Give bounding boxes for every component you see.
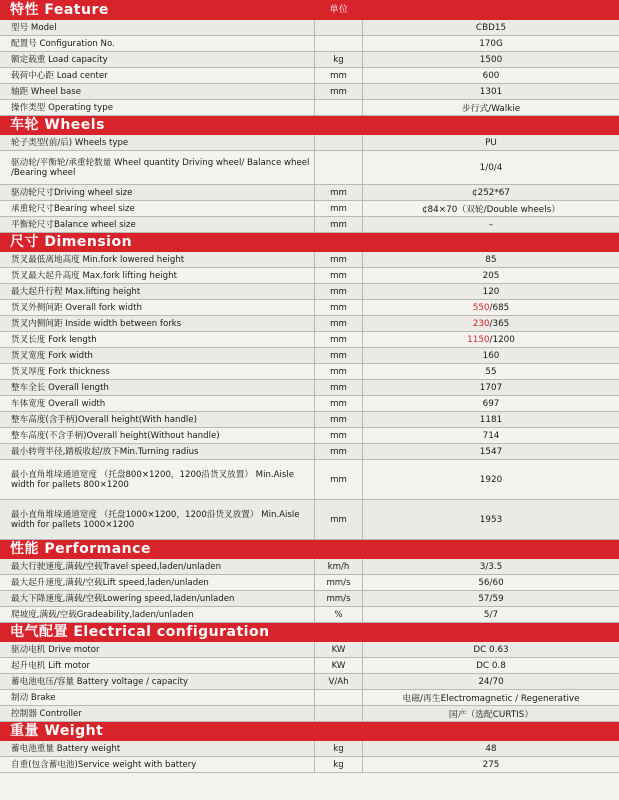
param-label: 驱动轮尺寸Driving wheel size bbox=[0, 185, 315, 200]
spec-row-operating-type bbox=[0, 100, 619, 116]
param-label: 平衡轮尺寸Balance wheel size bbox=[0, 217, 315, 232]
spec-row-aisle-width-1000 bbox=[0, 500, 619, 540]
param-label: 蓄电池重量 Battery weight bbox=[0, 741, 315, 756]
section-dimension bbox=[0, 233, 619, 540]
value-cell: 1920 bbox=[479, 474, 503, 485]
value-cell: 步行式/Walkie bbox=[461, 104, 521, 114]
param-label: 驱动轮/平衡轮/承重轮数量 Wheel quantity Driving wheel/ Balance wheel /Bearing wheel bbox=[0, 151, 315, 184]
param-label: 车体宽度 Overall width bbox=[0, 396, 315, 411]
value-cell: – bbox=[488, 219, 494, 230]
section-weight bbox=[0, 722, 619, 773]
section-title: 车轮 Wheels bbox=[10, 117, 105, 133]
unit-cell: mm/s bbox=[315, 591, 363, 606]
section-header-electrical bbox=[0, 623, 619, 642]
value-cell: 1181 bbox=[479, 414, 503, 425]
value-cell: 1500 bbox=[479, 54, 503, 65]
value-cell: 714 bbox=[482, 430, 500, 441]
highlight-value: 550 bbox=[472, 302, 490, 313]
spec-row-load-center bbox=[0, 68, 619, 84]
value-cell: ¢252*67 bbox=[472, 187, 510, 198]
value-cell: 697 bbox=[482, 398, 500, 409]
section-title: 电气配置 Electrical configuration bbox=[10, 624, 270, 640]
value-cell: 1953 bbox=[479, 514, 503, 525]
spec-row-balance-wheel-size bbox=[0, 217, 619, 233]
value-cell: CBD15 bbox=[475, 22, 507, 33]
spec-row-travel-speed bbox=[0, 559, 619, 575]
unit-cell bbox=[315, 151, 363, 184]
param-label: 轮子类型(前/后) Wheels type bbox=[0, 135, 315, 150]
param-label: 驱动电机 Drive motor bbox=[0, 642, 315, 657]
spec-row-aisle-width-800 bbox=[0, 460, 619, 500]
value-cell: 1707 bbox=[479, 382, 503, 393]
unit-cell: mm/s bbox=[315, 575, 363, 590]
spec-row-height-without-handle bbox=[0, 428, 619, 444]
unit-cell: mm bbox=[315, 396, 363, 411]
spec-row-configuration bbox=[0, 36, 619, 52]
value-cell: PU bbox=[485, 137, 497, 148]
spec-row-lift-motor bbox=[0, 658, 619, 674]
section-header-weight bbox=[0, 722, 619, 741]
unit-cell: KW bbox=[315, 658, 363, 673]
spec-row-turning-radius bbox=[0, 444, 619, 460]
param-label: 最小转弯半径,踏板收起/放下Min.Turning radius bbox=[0, 444, 315, 459]
unit-cell: mm bbox=[315, 252, 363, 267]
unit-cell: mm bbox=[315, 284, 363, 299]
value-rest: /1200 bbox=[489, 334, 515, 345]
spec-row-max-fork-height bbox=[0, 268, 619, 284]
unit-cell: mm bbox=[315, 201, 363, 216]
unit-cell: mm bbox=[315, 268, 363, 283]
value-cell: 56/60 bbox=[478, 577, 504, 588]
value-cell: 600 bbox=[482, 70, 500, 81]
value-cell bbox=[363, 300, 619, 315]
param-label: 货叉最大起升高度 Max.fork lifting height bbox=[0, 268, 315, 283]
spec-row-inside-fork-width bbox=[0, 316, 619, 332]
param-label: 控制器 Controller bbox=[0, 706, 315, 721]
value-cell: 170G bbox=[479, 38, 503, 49]
param-label: 整车高度(含手柄)Overall height(With handle) bbox=[0, 412, 315, 427]
section-title: 尺寸 Dimension bbox=[10, 234, 133, 250]
unit-cell bbox=[315, 20, 363, 35]
spec-row-wheel-base bbox=[0, 84, 619, 100]
param-label: 最小直角堆垛通道宽度 （托盘1000×1200，1200沿货叉放置） Min.Aisle width for pallets 1000×1200 bbox=[0, 500, 315, 539]
value-cell: 3/3.5 bbox=[479, 561, 503, 572]
param-label: 起升电机 Lift motor bbox=[0, 658, 315, 673]
spec-row-fork-width bbox=[0, 348, 619, 364]
param-label: 承重轮尺寸Bearing wheel size bbox=[0, 201, 315, 216]
spec-row-min-fork-height bbox=[0, 252, 619, 268]
section-title: 特性 Feature bbox=[10, 2, 109, 18]
highlight-value: 230 bbox=[472, 318, 490, 329]
param-label: 货叉宽度 Fork width bbox=[0, 348, 315, 363]
spec-row-model bbox=[0, 20, 619, 36]
section-title: 重量 Weight bbox=[10, 723, 104, 739]
param-label: 货叉外侧间距 Overall fork width bbox=[0, 300, 315, 315]
value-cell: 55 bbox=[485, 366, 497, 377]
unit-column-header: 单位 bbox=[329, 5, 349, 15]
unit-cell: mm bbox=[315, 217, 363, 232]
param-label: 自重(包含蓄电池)Service weight with battery bbox=[0, 757, 315, 772]
spec-row-controller bbox=[0, 706, 619, 722]
section-performance bbox=[0, 540, 619, 623]
param-label: 制动 Brake bbox=[0, 690, 315, 705]
value-cell: 国产（选配CURTIS） bbox=[448, 710, 534, 720]
spec-row-drive-motor bbox=[0, 642, 619, 658]
value-cell: 24/70 bbox=[478, 676, 504, 687]
unit-cell: mm bbox=[315, 364, 363, 379]
param-label: 整车全长 Overall length bbox=[0, 380, 315, 395]
value-cell: 1/0/4 bbox=[479, 162, 503, 173]
spec-row-overall-width bbox=[0, 396, 619, 412]
spec-row-gradeability bbox=[0, 607, 619, 623]
unit-cell: mm bbox=[315, 380, 363, 395]
param-label: 最小直角堆垛通道宽度 （托盘800×1200，1200沿货叉放置） Min.Aisle width for pallets 800×1200 bbox=[0, 460, 315, 499]
unit-cell: KW bbox=[315, 642, 363, 657]
spec-row-fork-thickness bbox=[0, 364, 619, 380]
param-label: 爬坡度,满载/空载Gradeability,laden/unladen bbox=[0, 607, 315, 622]
unit-cell bbox=[315, 36, 363, 51]
param-label: 型号 Model bbox=[0, 20, 315, 35]
spec-row-bearing-wheel-size bbox=[0, 201, 619, 217]
section-header-dimension bbox=[0, 233, 619, 252]
param-label: 操作类型 Operating type bbox=[0, 100, 315, 115]
spec-row-wheels-type bbox=[0, 135, 619, 151]
unit-cell: km/h bbox=[315, 559, 363, 574]
section-wheels bbox=[0, 116, 619, 233]
unit-cell: % bbox=[315, 607, 363, 622]
spec-row-height-with-handle bbox=[0, 412, 619, 428]
unit-cell: mm bbox=[315, 428, 363, 443]
param-label: 货叉厚度 Fork thickness bbox=[0, 364, 315, 379]
spec-row-brake bbox=[0, 690, 619, 706]
param-label: 蓄电池电压/容量 Battery voltage / capacity bbox=[0, 674, 315, 689]
unit-cell: kg bbox=[315, 741, 363, 756]
value-cell: ¢84×70（双轮/Double wheels） bbox=[421, 205, 561, 215]
spec-row-lift-speed bbox=[0, 575, 619, 591]
value-rest: /685 bbox=[489, 302, 510, 313]
unit-cell bbox=[315, 706, 363, 721]
spec-row-service-weight bbox=[0, 757, 619, 773]
value-cell: DC 0.63 bbox=[473, 644, 509, 655]
value-cell: 48 bbox=[485, 743, 497, 754]
unit-cell bbox=[315, 100, 363, 115]
section-header-performance bbox=[0, 540, 619, 559]
unit-cell: mm bbox=[315, 84, 363, 99]
spec-row-driving-wheel-size bbox=[0, 185, 619, 201]
unit-cell bbox=[315, 135, 363, 150]
unit-cell: mm bbox=[315, 500, 363, 539]
spec-row-fork-length bbox=[0, 332, 619, 348]
value-cell: 85 bbox=[485, 254, 497, 265]
unit-cell: mm bbox=[315, 460, 363, 499]
section-title: 性能 Performance bbox=[10, 541, 151, 557]
unit-cell bbox=[315, 690, 363, 705]
unit-cell: mm bbox=[315, 348, 363, 363]
unit-cell: V/Ah bbox=[315, 674, 363, 689]
value-cell: 57/59 bbox=[478, 593, 504, 604]
param-label: 配置号 Configuration No. bbox=[0, 36, 315, 51]
unit-cell: kg bbox=[315, 757, 363, 772]
unit-cell: mm bbox=[315, 300, 363, 315]
value-cell bbox=[363, 316, 619, 331]
unit-cell: mm bbox=[315, 412, 363, 427]
param-label: 额定载重 Load capacity bbox=[0, 52, 315, 67]
value-cell: 275 bbox=[482, 759, 500, 770]
value-rest: /365 bbox=[489, 318, 510, 329]
spec-row-load-capacity bbox=[0, 52, 619, 68]
spec-row-lowering-speed bbox=[0, 591, 619, 607]
param-label: 最大起升速度,满载/空载Lift speed,laden/unladen bbox=[0, 575, 315, 590]
spec-row-max-lifting-height bbox=[0, 284, 619, 300]
value-cell bbox=[363, 332, 619, 347]
param-label: 货叉长度 Fork length bbox=[0, 332, 315, 347]
value-cell: 205 bbox=[482, 270, 500, 281]
unit-cell: mm bbox=[315, 185, 363, 200]
value-cell: 160 bbox=[482, 350, 500, 361]
section-feature bbox=[0, 0, 619, 116]
param-label: 最大下降速度,满载/空载Lowering speed,laden/unladen bbox=[0, 591, 315, 606]
param-label: 货叉最低离地高度 Min.fork lowered height bbox=[0, 252, 315, 267]
spec-row-battery bbox=[0, 674, 619, 690]
section-header-feature bbox=[0, 0, 619, 20]
param-label: 整车高度(不含手柄)Overall height(Without handle) bbox=[0, 428, 315, 443]
param-label: 货叉内侧间距 Inside width between forks bbox=[0, 316, 315, 331]
unit-cell: mm bbox=[315, 68, 363, 83]
unit-cell: mm bbox=[315, 332, 363, 347]
param-label: 最大起升行程 Max.lifting height bbox=[0, 284, 315, 299]
value-cell: 5/7 bbox=[483, 609, 499, 620]
spec-row-battery-weight bbox=[0, 741, 619, 757]
value-cell: 1301 bbox=[479, 86, 503, 97]
section-electrical bbox=[0, 623, 619, 722]
unit-cell: kg bbox=[315, 52, 363, 67]
unit-cell: mm bbox=[315, 444, 363, 459]
unit-cell: mm bbox=[315, 316, 363, 331]
value-cell: 120 bbox=[482, 286, 500, 297]
spec-row-overall-length bbox=[0, 380, 619, 396]
spec-row-overall-fork-width bbox=[0, 300, 619, 316]
param-label: 轴距 Wheel base bbox=[0, 84, 315, 99]
value-cell: 1547 bbox=[479, 446, 503, 457]
value-cell: 电磁/再生Electromagnetic / Regenerative bbox=[402, 694, 580, 704]
section-header-wheels bbox=[0, 116, 619, 135]
param-label: 载荷中心距 Load center bbox=[0, 68, 315, 83]
highlight-value: 1150 bbox=[467, 334, 490, 345]
value-cell: DC 0.8 bbox=[476, 660, 506, 671]
param-label: 最大行驶速度,满载/空载Travel speed,laden/unladen bbox=[0, 559, 315, 574]
spec-row-wheel-quantity bbox=[0, 151, 619, 185]
